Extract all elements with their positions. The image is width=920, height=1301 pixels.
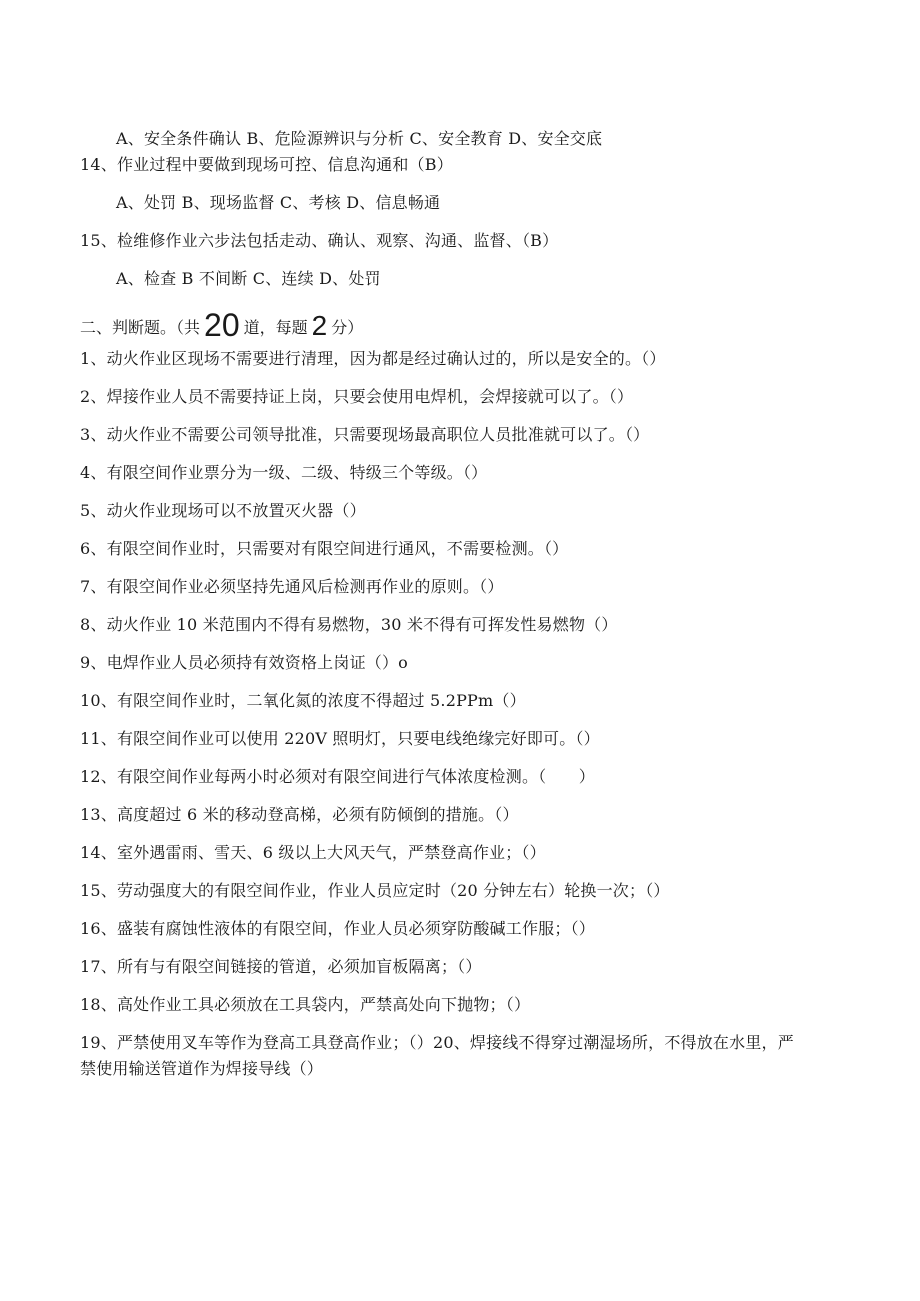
q14-options: A、处罚 B、现场监督 C、考核 D、信息畅通 — [116, 193, 441, 212]
q14-stem: 14、作业过程中要做到现场可控、信息沟通和（B） — [80, 155, 453, 174]
section-question-count: 20 — [204, 307, 240, 343]
tf-question-2: 2、焊接作业人员不需要持证上岗，只要会使用电焊机，会焊接就可以了。（） — [80, 387, 634, 406]
q15-stem: 15、检维修作业六步法包括走动、确认、观察、沟通、监督、（B） — [80, 231, 559, 250]
tf-question-1: 1、动火作业区现场不需要进行清理，因为都是经过确认过的，所以是安全的。（） — [80, 349, 666, 368]
section-points-each: 2 — [311, 310, 328, 341]
tf-question-16: 16、盛装有腐蚀性液体的有限空间，作业人员必须穿防酸碱工作服；（） — [80, 919, 595, 938]
tf-question-6: 6、有限空间作业时，只需要对有限空间进行通风，不需要检测。（） — [80, 539, 569, 558]
tf-question-7: 7、有限空间作业必须坚持先通风后检测再作业的原则。（） — [80, 577, 504, 596]
tf-question-17: 17、所有与有限空间链接的管道，必须加盲板隔离；（） — [80, 957, 482, 976]
tf-question-3: 3、动火作业不需要公司领导批准，只需要现场最高职位人员批准就可以了。（） — [80, 425, 650, 444]
tf-question-14: 14、室外遇雷雨、雪天、6 级以上大风天气，严禁登高作业；（） — [80, 843, 546, 862]
tf-question-13: 13、高度超过 6 米的移动登高梯，必须有防倾倒的措施。（） — [80, 805, 519, 824]
tf-question-4: 4、有限空间作业票分为一级、二级、特级三个等级。（） — [80, 463, 488, 482]
tf-question-11: 11、有限空间作业可以使用 220V 照明灯，只要电线绝缘完好即可。（） — [80, 729, 600, 748]
tf-question-15: 15、劳动强度大的有限空间作业，作业人员应定时（20 分钟左右）轮换一次；（） — [80, 881, 670, 900]
section-heading-true-false — [80, 305, 363, 348]
q13-options: A、安全条件确认 B、危险源辨识与分析 C、安全教育 D、安全交底 — [116, 129, 603, 148]
tf-question-18: 18、高处作业工具必须放在工具袋内，严禁高处向下抛物；（） — [80, 995, 531, 1014]
section-heading-suffix: 分） — [331, 318, 364, 337]
q15-options: A、检查 B 不间断 C、连续 D、处罚 — [116, 269, 381, 288]
tf-question-19-20: 19、严禁使用叉车等作为登高工具登高作业；（）20、焊接线不得穿过潮湿场所，不得放在水里，严禁使用输送管道作为焊接导线（） — [80, 1033, 794, 1078]
tf-question-9: 9、电焊作业人员必须持有效资格上岗证（）o — [80, 653, 409, 672]
tf-question-10: 10、有限空间作业时，二氧化氮的浓度不得超过 5.2PPm（） — [80, 691, 526, 710]
tf-question-5: 5、动火作业现场可以不放置灭火器（） — [80, 501, 366, 520]
section-heading-mid: 道，每题 — [243, 318, 308, 337]
tf-question-8: 8、动火作业 10 米范围内不得有易燃物，30 米不得有可挥发性易燃物（） — [80, 615, 618, 634]
section-heading-prefix: 二、判断题。（共 — [80, 318, 201, 337]
tf-question-12: 12、有限空间作业每两小时必须对有限空间进行气体浓度检测。（ ） — [80, 767, 595, 786]
